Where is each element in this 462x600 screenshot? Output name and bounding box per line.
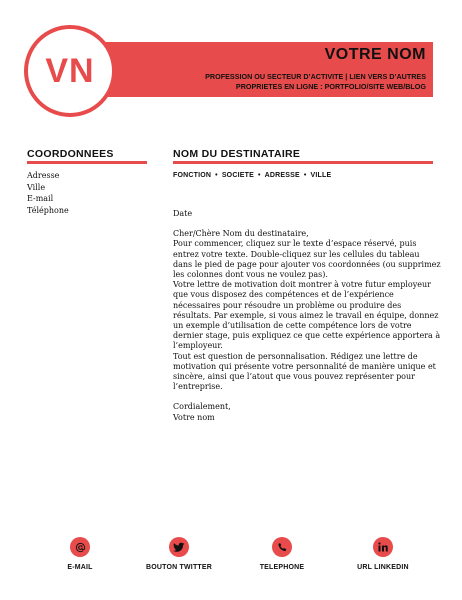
letter-salutation[interactable]: Cher/Chère Nom du destinataire, [173,229,309,239]
letter-body [173,209,441,423]
contact-heading[interactable]: COORDONNEES [27,148,114,160]
contact-address[interactable]: Adresse [27,171,60,180]
footer-phone[interactable] [237,537,327,571]
recipient-rule [173,161,433,164]
contact-list [27,170,69,216]
recipient-function[interactable]: FONCTION [173,172,212,179]
recipient-city[interactable]: VILLE [310,172,332,179]
email-icon [70,537,90,557]
letter-signature[interactable]: Votre nom [173,412,215,422]
letter-date[interactable]: Date [173,209,193,218]
recipient-company[interactable]: SOCIETE [221,172,254,179]
letter-paragraph[interactable]: Tout est question de personnalisation. Rédigez une lettre de motivation qui présente votre personnalité de manière unique et sincère, ainsi que l’atout que vous pouvez représenter pour l’entreprise. [173,351,436,392]
monogram-circle [24,25,116,117]
separator-dot: • [303,172,307,179]
footer-email-label: E-MAIL [67,564,93,571]
contact-phone[interactable]: Téléphone [27,205,69,215]
profession-tagline[interactable]: PROFESSION OU SECTEUR D’ACTIVITE | LIEN VERS D’AUTRES PROPRIETES EN LIGNE : PORTFOLIO/SITE WEB/BLOG [205,72,426,91]
phone-icon [272,537,292,557]
footer-phone-label: TELEPHONE [259,564,305,571]
your-name[interactable]: VOTRE NOM [324,46,426,63]
footer-linkedin[interactable] [338,537,428,571]
separator-dot: • [215,172,218,179]
contact-city[interactable]: Ville [27,182,46,192]
initials[interactable]: VN [45,51,95,90]
recipient-address[interactable]: ADRESSE [264,172,300,179]
footer-twitter-label: BOUTON TWITTER [145,564,213,571]
footer-linkedin-label: URL LINKEDIN [357,564,409,571]
twitter-icon [169,537,189,557]
footer-email[interactable] [35,537,125,571]
contact-rule [27,161,147,164]
letter-paragraph[interactable]: Pour commencer, cliquez sur le texte d’espace réservé, puis entrez votre texte. Double-cliquez sur les cellules du tableau dans le pied de page pour ajouter vos coordonnées (ou supprimez les colonnes dont vous ne voulez pas). [173,239,441,280]
footer-twitter[interactable] [134,537,224,571]
recipient-heading[interactable]: NOM DU DESTINATAIRE [173,148,301,160]
letter-closing[interactable]: Cordialement, [173,402,231,412]
recipient-details [173,172,331,179]
contact-email[interactable]: E-mail [27,194,54,203]
letter-paragraph[interactable]: Votre lettre de motivation doit montrer à votre futur employeur que vous disposez des compétences et de l’expérience nécessaires pour résoudre un problème ou produire des résultats. Par exemple, si vous aimez le travail en équipe, donnez un exemple d’utilisation de cette compétence lors de votre dernier stage, puis expliquez ce que cette expérience apportera à l’employeur. [173,280,441,351]
separator-dot: • [257,172,261,179]
linkedin-icon [373,537,393,557]
